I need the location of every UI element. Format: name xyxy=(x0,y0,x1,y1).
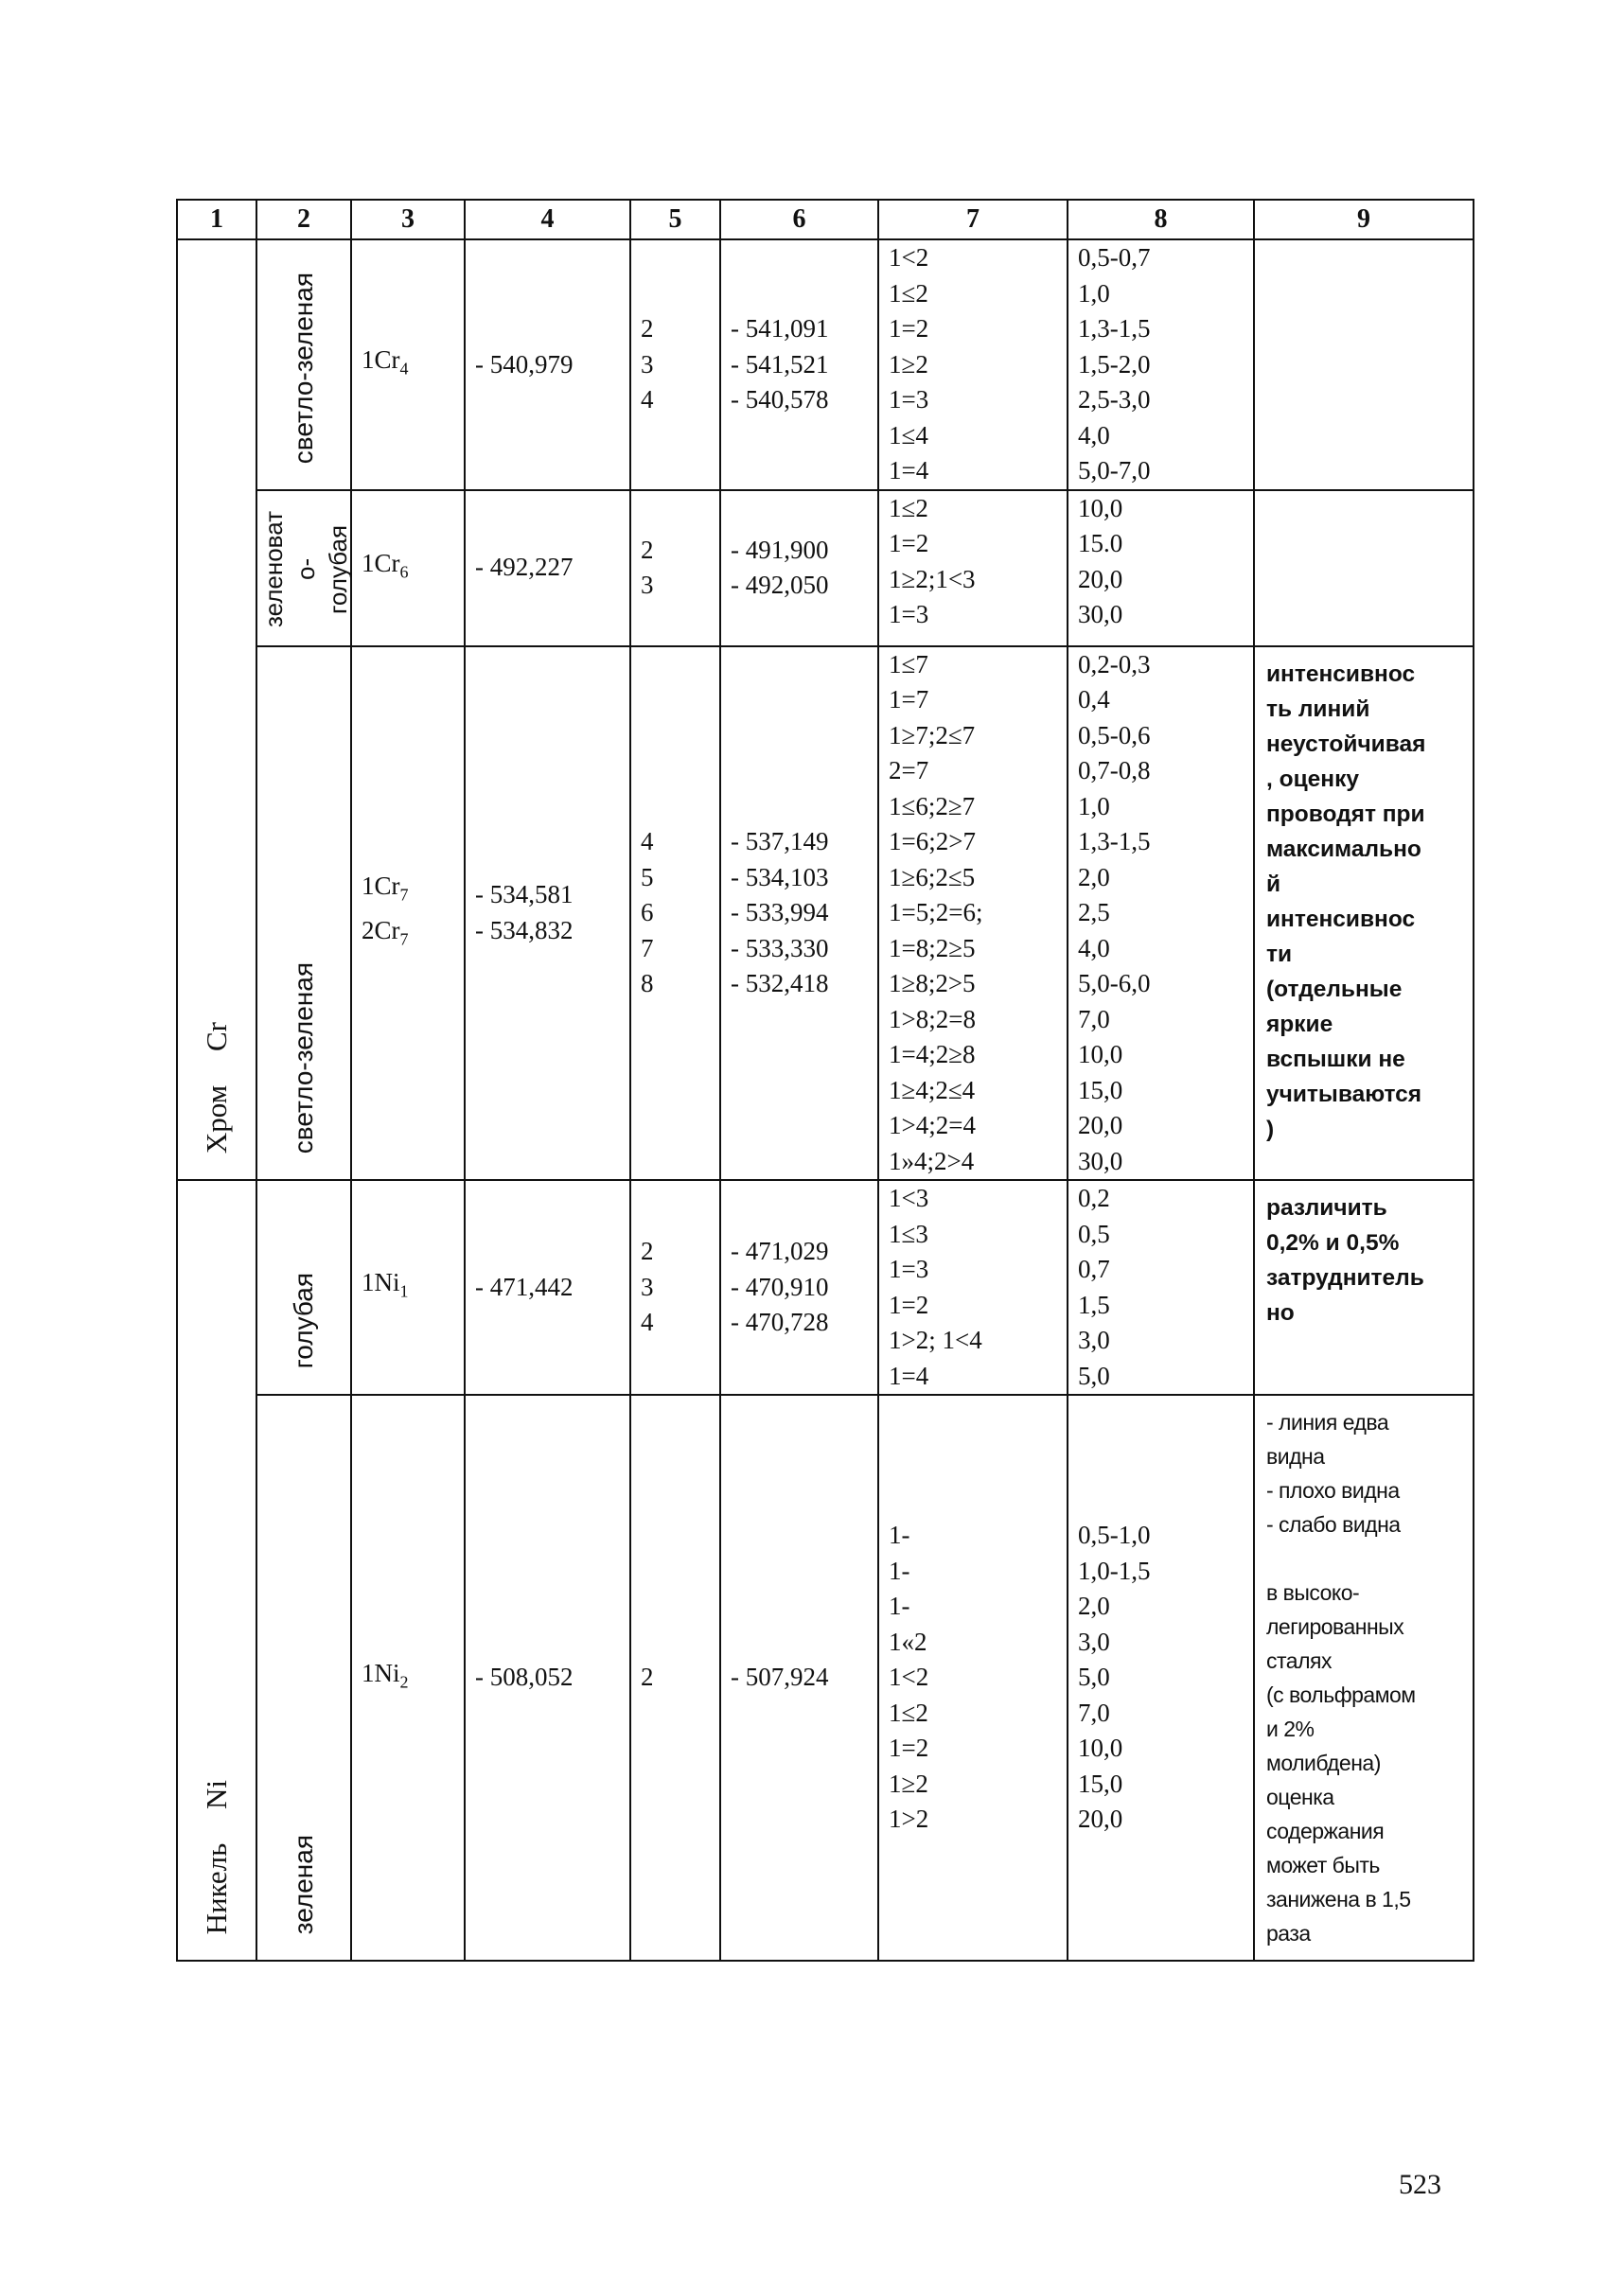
reference-lines-cell: 4 5 6 7 8 xyxy=(630,646,720,1181)
content-values-cell xyxy=(1068,490,1254,646)
list-item: 1=3 xyxy=(889,1255,929,1283)
list-item: 1»4;2>4 xyxy=(889,1146,975,1175)
list-item: 0,2 xyxy=(1078,1184,1110,1212)
list-item: 1=5;2=6; xyxy=(889,898,983,926)
intensity-ratios-cell xyxy=(878,490,1068,646)
reference-wavelengths-cell: - 537,149 - 534,103 - 533,994 - 533,330 - 532,418 xyxy=(720,646,878,1181)
analytical-line-cell: $1Cr_4$ xyxy=(351,239,465,490)
list-item: 3,0 xyxy=(1078,1326,1110,1354)
list-item: 1≤6;2≥7 xyxy=(889,791,976,820)
list-item: 1≤4 xyxy=(889,420,928,449)
list-item: 15.0 xyxy=(1078,529,1123,557)
list-item: 0,4 xyxy=(1078,685,1110,713)
list-item: 7,0 xyxy=(1078,1004,1110,1033)
list-item: 1≤2 xyxy=(889,1698,928,1727)
list-item: 1,0-1,5 xyxy=(1078,1556,1151,1585)
list-item: 1- xyxy=(889,1556,910,1585)
color-cell: светло-зеленая xyxy=(256,239,351,490)
header-col-8: 8 xyxy=(1068,200,1254,239)
list-item: 3,0 xyxy=(1078,1627,1110,1656)
note-cell: различить 0,2% и 0,5% затруднитель но xyxy=(1254,1180,1474,1395)
header-row xyxy=(177,200,1474,239)
wavelength-cell: - 471,442 xyxy=(465,1180,630,1395)
note-cell: - линия едва видна - плохо видна - слабо видна в высоко- легированных сталях (с вольфрамом и 2% молибдена) оценка содержания может быть занижена в 1,5 раза xyxy=(1254,1395,1474,1961)
header-col-5: 5 xyxy=(630,200,720,239)
list-item: 1>2 xyxy=(889,1805,929,1834)
list-item: 1=4 xyxy=(889,456,929,484)
header-col-2: 2 xyxy=(256,200,351,239)
list-item: 1=4;2≥8 xyxy=(889,1040,976,1068)
list-item: 1=4 xyxy=(889,1361,929,1390)
list-item: 1≤7 xyxy=(889,649,928,678)
list-item: 2=7 xyxy=(889,756,929,784)
spectral-analysis-table xyxy=(176,199,1474,1962)
wavelength-cell: - 540,979 xyxy=(465,239,630,490)
content-values-cell xyxy=(1068,239,1254,490)
list-item: 1=2 xyxy=(889,1290,929,1319)
intensity-ratios-cell xyxy=(878,239,1068,490)
list-item: 2,0 xyxy=(1078,1592,1110,1621)
analytical-line-cell: $1Ni_2$ xyxy=(351,1395,465,1961)
reference-wavelengths-cell: - 507,924 xyxy=(720,1395,878,1961)
intensity-ratios-cell xyxy=(878,646,1068,1181)
reference-lines-cell: 2 3 4 xyxy=(630,239,720,490)
analytical-line-cell: $1Ni_1$ xyxy=(351,1180,465,1395)
reference-wavelengths-cell: - 471,029 - 470,910 - 470,728 xyxy=(720,1180,878,1395)
list-item: 1≥2;1<3 xyxy=(889,564,976,593)
list-item: 1,3-1,5 xyxy=(1078,314,1151,343)
list-item: 0,7-0,8 xyxy=(1078,756,1151,784)
list-item: 1,0 xyxy=(1078,278,1110,308)
list-item: 1=2 xyxy=(889,314,929,343)
color-cell: голубая xyxy=(256,1180,351,1395)
element-cell-chromium: Хром Cr xyxy=(177,239,256,1180)
color-cell: зеленая xyxy=(256,1395,351,1961)
note-cell xyxy=(1254,239,1474,490)
list-item: 2,0 xyxy=(1078,862,1110,891)
list-item: 0,5 xyxy=(1078,1219,1110,1248)
list-item: 1,5-2,0 xyxy=(1078,349,1151,379)
list-item: 20,0 xyxy=(1078,1111,1123,1139)
list-item: 1«2 xyxy=(889,1627,927,1656)
table-row xyxy=(177,646,1474,1181)
list-item: 1>8;2=8 xyxy=(889,1004,976,1033)
intensity-ratios-cell xyxy=(878,1395,1068,1961)
list-item: 1=3 xyxy=(889,600,929,628)
list-item: 5,0-6,0 xyxy=(1078,969,1151,997)
list-item: 1- xyxy=(889,1592,910,1621)
list-item: 1≤2 xyxy=(889,278,928,308)
wavelength-cell: - 492,227 xyxy=(465,490,630,646)
reference-lines-cell: 2 xyxy=(630,1395,720,1961)
reference-lines-cell: 2 3 xyxy=(630,490,720,646)
wavelength-cell: - 534,581 - 534,832 xyxy=(465,646,630,1181)
reference-wavelengths-cell: - 541,091 - 541,521 - 540,578 xyxy=(720,239,878,490)
list-item: 10,0 xyxy=(1078,1734,1123,1763)
list-item: 1,5 xyxy=(1078,1290,1110,1319)
list-item: 1=3 xyxy=(889,385,929,414)
list-item: 7,0 xyxy=(1078,1698,1110,1727)
list-item: 1,0 xyxy=(1078,791,1110,820)
list-item: 10,0 xyxy=(1078,1040,1123,1068)
analytical-line-cell: $1Cr_6$ xyxy=(351,490,465,646)
wavelength-cell: - 508,052 xyxy=(465,1395,630,1961)
list-item: 1≥2 xyxy=(889,1769,928,1798)
list-item: 10,0 xyxy=(1078,493,1123,522)
header-col-9: 9 xyxy=(1254,200,1474,239)
header-col-1: 1 xyxy=(177,200,256,239)
list-item: 30,0 xyxy=(1078,1146,1123,1175)
list-item: 5,0 xyxy=(1078,1361,1110,1390)
header-col-3: 3 xyxy=(351,200,465,239)
table-row xyxy=(177,1395,1474,1961)
list-item: 1≤3 xyxy=(889,1219,928,1248)
list-item: 1<3 xyxy=(889,1184,929,1212)
list-item: 4,0 xyxy=(1078,933,1110,962)
list-item: 1≥4;2≤4 xyxy=(889,1075,976,1104)
content-values-cell xyxy=(1068,1395,1254,1961)
list-item: 0,5-1,0 xyxy=(1078,1521,1151,1550)
table-row xyxy=(177,490,1474,646)
list-item: 0,2-0,3 xyxy=(1078,649,1151,678)
list-item: 1≥8;2>5 xyxy=(889,969,976,997)
list-item: 1≥6;2≤5 xyxy=(889,862,976,891)
list-item: 1≥7;2≤7 xyxy=(889,720,976,749)
header-col-6: 6 xyxy=(720,200,878,239)
list-item: 0,7 xyxy=(1078,1255,1110,1283)
header-col-4: 4 xyxy=(465,200,630,239)
list-item: 1=2 xyxy=(889,1734,929,1763)
color-cell: зеленоват о- голубая xyxy=(256,490,351,646)
list-item: 1=2 xyxy=(889,529,929,557)
note-cell xyxy=(1254,490,1474,646)
content-values-cell xyxy=(1068,646,1254,1181)
list-item: 5,0 xyxy=(1078,1663,1110,1692)
header-col-7: 7 xyxy=(878,200,1068,239)
list-item: 15,0 xyxy=(1078,1075,1123,1104)
element-cell-nickel: Никель Ni xyxy=(177,1180,256,1961)
list-item: 0,5-0,7 xyxy=(1078,243,1151,272)
list-item: 15,0 xyxy=(1078,1769,1123,1798)
list-item: 1>2; 1<4 xyxy=(889,1326,982,1354)
reference-lines-cell: 2 3 4 xyxy=(630,1180,720,1395)
intensity-ratios-cell xyxy=(878,1180,1068,1395)
list-item: 1<2 xyxy=(889,1663,929,1692)
list-item: 1≥2 xyxy=(889,349,928,379)
list-item: 1- xyxy=(889,1521,910,1550)
note-cell: интенсивнос ть линий неустойчивая , оценку проводят при максимально й интенсивнос ти (отдельные яркие вспышки не учитываются ) xyxy=(1254,646,1474,1181)
color-cell: светло-зеленая xyxy=(256,646,351,1181)
content-values-cell xyxy=(1068,1180,1254,1395)
list-item: 1>4;2=4 xyxy=(889,1111,976,1139)
table-row xyxy=(177,1180,1474,1395)
list-item: 1≤2 xyxy=(889,493,928,522)
analytical-line-cell: $1Cr_7$ $2Cr_7$ xyxy=(351,646,465,1181)
list-item: 20,0 xyxy=(1078,1805,1123,1834)
list-item: 2,5 xyxy=(1078,898,1110,926)
reference-wavelengths-cell: - 491,900 - 492,050 xyxy=(720,490,878,646)
list-item: 5,0-7,0 xyxy=(1078,456,1151,484)
list-item: 1=7 xyxy=(889,685,929,713)
list-item: 20,0 xyxy=(1078,564,1123,593)
list-item: 1=6;2>7 xyxy=(889,827,976,855)
list-item: 1,3-1,5 xyxy=(1078,827,1151,855)
list-item: 0,5-0,6 xyxy=(1078,720,1151,749)
list-item: 30,0 xyxy=(1078,600,1123,628)
list-item: 1<2 xyxy=(889,243,929,272)
list-item: 1=8;2≥5 xyxy=(889,933,976,962)
list-item: 4,0 xyxy=(1078,420,1110,449)
table-row xyxy=(177,239,1474,490)
page-number: 523 xyxy=(1399,2169,1441,2200)
list-item: 2,5-3,0 xyxy=(1078,385,1151,414)
